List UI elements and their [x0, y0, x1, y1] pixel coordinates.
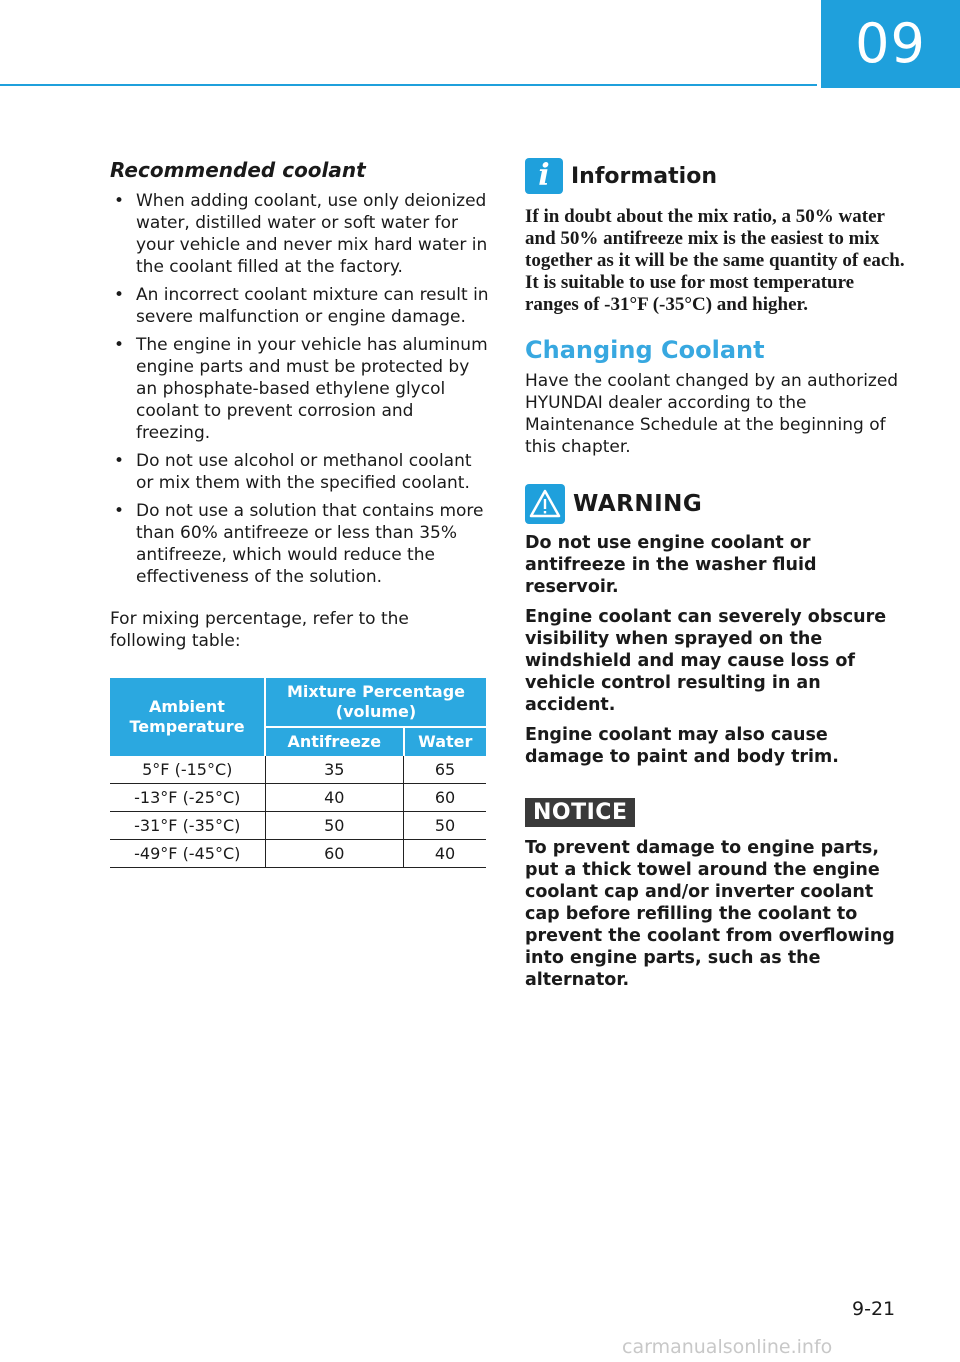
warning-paragraph: Engine coolant may also cause damage to paint and body trim. [525, 725, 839, 767]
page-number: 9-21 [852, 1298, 896, 1320]
bullet-item: • The engine in your vehicle has aluminum engine parts and must be protected by an phosphate-based ethylene glycol coolant to prevent corrosion and freezing. [114, 335, 488, 443]
water-cell: 60 [404, 784, 486, 812]
mixing-intro: For mixing percentage, refer to the following table: [110, 609, 409, 651]
warning-paragraph: Engine coolant can severely obscure visibility when sprayed on the windshield and may cause loss of vehicle control resulting in an accident. [525, 607, 887, 715]
temp-cell: -31°F (-35°C) [110, 812, 265, 840]
temp-cell: -13°F (-25°C) [110, 784, 265, 812]
antifreeze-cell: 35 [265, 756, 404, 784]
table-row [110, 840, 486, 868]
bullet-dot-icon: • [114, 285, 125, 305]
coolant-bullet-list [110, 190, 490, 588]
warning-title: WARNING [573, 491, 703, 517]
left-column [110, 158, 490, 868]
changing-coolant-text: Have the coolant changed by an authorized HYUNDAI dealer according to the Maintenance Schedule at the beginning of this chapter. [525, 371, 899, 457]
warning-header [525, 484, 905, 524]
col-header-mixture: Mixture Percentage (volume) [265, 678, 486, 727]
header-rule [0, 84, 817, 86]
col-header-antifreeze: Antifreeze [265, 727, 404, 756]
information-text: If in doubt about the mix ratio, a 50% water and 50% antifreeze mix is the easiest to mix together as it will be the same quantity of each. It is suitable to use for most temperature ranges of -31°F (-35°C) and higher. [525, 206, 905, 315]
bullet-dot-icon: • [114, 501, 125, 521]
water-cell: 40 [404, 840, 486, 868]
bullet-dot-icon: • [114, 451, 125, 471]
table-row [110, 784, 486, 812]
watermark: carmanualsonline.info [622, 1336, 833, 1358]
notice-badge: NOTICE [525, 798, 635, 827]
antifreeze-cell: 50 [265, 812, 404, 840]
right-column [525, 158, 905, 991]
warning-triangle-icon [525, 484, 565, 524]
antifreeze-cell: 60 [265, 840, 404, 868]
chapter-tab: 09 [821, 0, 960, 88]
coolant-mixture-table [110, 678, 486, 868]
col-header-water: Water [404, 727, 486, 756]
temp-cell: 5°F (-15°C) [110, 756, 265, 784]
bullet-item: • An incorrect coolant mixture can result in severe malfunction or engine damage. [114, 285, 489, 327]
table-row [110, 812, 486, 840]
bullet-item: • When adding coolant, use only deionized water, distilled water or soft water for your vehicle and never mix hard water in the coolant filled at the factory. [114, 191, 488, 277]
water-cell: 50 [404, 812, 486, 840]
information-title: Information [571, 163, 717, 189]
col-header-ambient: Ambient Temperature [110, 678, 265, 756]
changing-coolant-heading: Changing Coolant [525, 336, 765, 364]
notice-text: To prevent damage to engine parts, put a thick towel around the engine coolant cap and/or inverter coolant cap before refilling the coolant to prevent the coolant from overflowing into engine parts, such as the alternator. [525, 838, 895, 990]
bullet-item: • Do not use a solution that contains more than 60% antifreeze or less than 35% antifreeze, which would reduce the effectiveness of the solution. [114, 501, 484, 587]
warning-paragraph: Do not use engine coolant or antifreeze in the washer fluid reservoir. [525, 533, 817, 597]
info-icon: i [525, 158, 563, 194]
recommended-coolant-heading: Recommended coolant [110, 158, 366, 182]
antifreeze-cell: 40 [265, 784, 404, 812]
bullet-dot-icon: • [114, 191, 125, 211]
bullet-item: • Do not use alcohol or methanol coolant or mix them with the specified coolant. [114, 451, 472, 493]
bullet-dot-icon: • [114, 335, 125, 355]
table-row [110, 756, 486, 784]
water-cell: 65 [404, 756, 486, 784]
information-header [525, 158, 905, 194]
temp-cell: -49°F (-45°C) [110, 840, 265, 868]
